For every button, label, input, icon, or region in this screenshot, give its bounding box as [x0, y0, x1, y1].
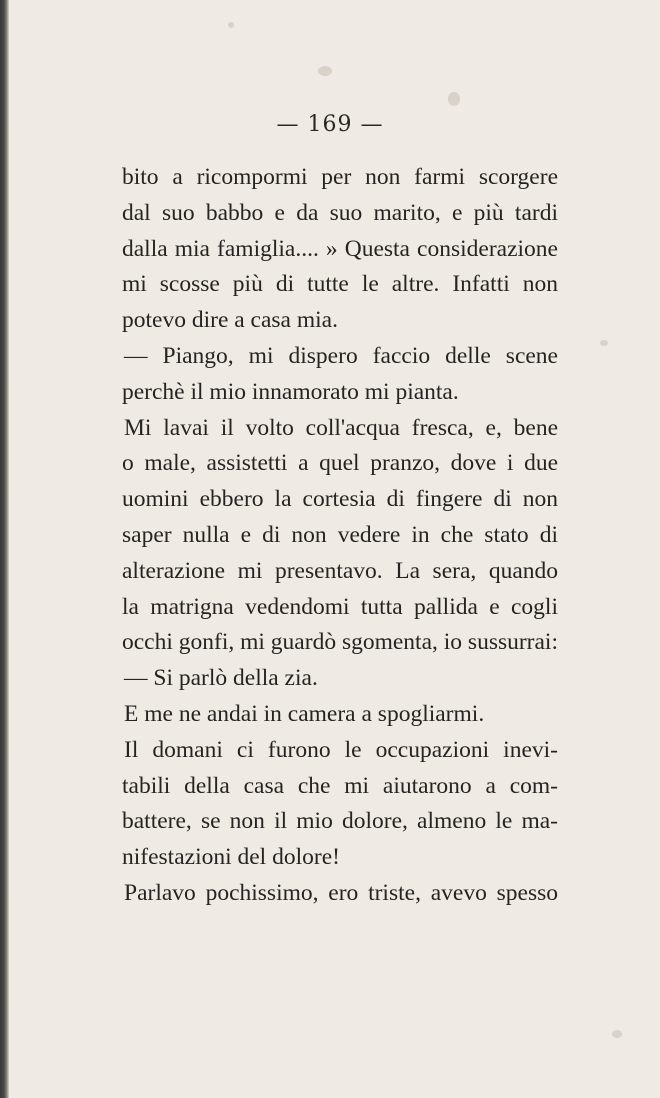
text-line: Mi lavai il volto coll'acqua fresca, e, bene [124, 414, 558, 441]
text-line: alterazione mi presentavo. La sera, quando [122, 557, 558, 584]
text-line: E me ne andai in camera a spogliarmi. [124, 700, 485, 727]
paper-speck [612, 1030, 622, 1038]
text-line: dal suo babbo e da suo marito, e più tardi [122, 199, 558, 226]
text-line: o male, assistetti a quel pranzo, dove i due [122, 450, 558, 477]
paper-speck [318, 66, 332, 76]
text-line: — Piango, mi dispero faccio delle scene [124, 342, 558, 369]
page-binding-edge [0, 0, 9, 1098]
text-line: dalla mia famiglia.... » Questa considerazione [122, 235, 558, 262]
text-line: tabili della casa che mi aiutarono a com- [122, 772, 558, 799]
text-line: Parlavo pochissimo, ero triste, avevo spesso [124, 879, 558, 906]
text-line: potevo dire a casa mia. [122, 307, 338, 334]
page-number: — 169 — [276, 112, 384, 137]
text-line: uomini ebbero la cortesia di fingere di non [122, 486, 558, 513]
text-line: nifestazioni del dolore! [122, 844, 340, 871]
text-line: saper nulla e di non vedere in che stato di [122, 521, 558, 548]
text-line: la matrigna vedendomi tutta pallida e cogli [122, 593, 558, 620]
paper-speck [600, 340, 608, 346]
text-line: Il domani ci furono le occupazioni inevi- [124, 736, 558, 763]
paper-speck [448, 92, 460, 106]
paper-speck [228, 22, 234, 28]
text-line: perchè il mio innamorato mi pianta. [122, 378, 459, 405]
text-line: bito a ricompormi per non farmi scorgere [122, 164, 558, 190]
text-line: — Si parlò della zia. [124, 665, 318, 692]
text-line: battere, se non il mio dolore, almeno le ma- [122, 808, 558, 835]
text-line: occhi gonfi, mi guardò sgomenta, io sussurrai: [122, 629, 558, 656]
text-line: mi scosse più di tutte le altre. Infatti non [122, 271, 558, 298]
body-text [122, 160, 558, 912]
